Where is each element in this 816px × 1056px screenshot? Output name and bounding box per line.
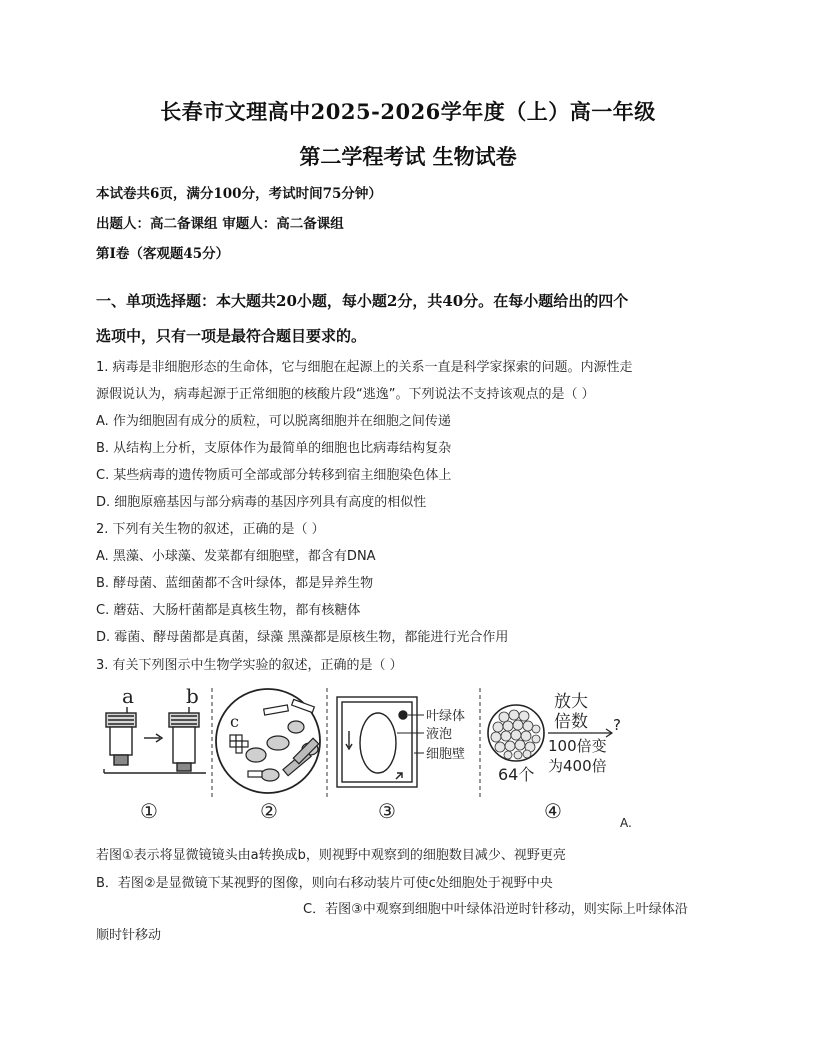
panel-1-objective-lenses [104,684,206,823]
question-1-option-d: D. 细胞原癌基因与部分病毒的基因序列具有高度的相似性 [96,495,427,510]
question-1-option-b: B. 从结构上分析，支原体作为最简单的细胞也比病毒结构复杂 [96,441,452,456]
question-1-option-a: A. 作为细胞固有成分的质粒，可以脱离细胞并在细胞之间传递 [96,414,451,429]
panel-2-number: ② [260,799,278,823]
question-3-figure [96,683,636,833]
question-1-option-c: C. 某些病毒的遗传物质可全部或部分转移到宿主细胞染色体上 [96,468,452,483]
question-3-option-c-continued: 顺时针移动 [96,928,162,943]
question-2-option-a: A. 黑藻、小球藻、发菜都有细胞壁，都含有DNA [96,549,376,564]
magnification-change-line1: 100倍变 [548,737,607,755]
magnification-label-line1: 放大 [554,692,588,712]
magnification-label-line2: 倍数 [554,712,588,732]
panel-4-magnification [488,692,621,823]
exam-part-heading: 第Ⅰ卷（客观题45分） [96,246,230,262]
question-1-stem-line2: 源假说认为，病毒起源于正常细胞的核酸片段“逃逸”。下列说法不支持该观点的是（ ） [96,387,595,402]
panel-2-microscope-view [216,689,320,823]
exam-info-pages: 本试卷共6页，满分100分，考试时间75分钟） [96,186,382,202]
question-2-option-c: C. 蘑菇、大肠杆菌都是真核生物，都有核糖体 [96,603,361,618]
lens-a-label: a [122,684,134,708]
magnification-change-line2: 为400倍 [548,757,607,775]
panel-4-number: ④ [544,799,562,823]
question-2-stem: 2. 下列有关生物的叙述，正确的是（ ） [96,522,325,537]
question-2-option-b: B. 酵母菌、蓝细菌都不含叶绿体，都是异养生物 [96,576,374,591]
question-3-option-b: B．若图②是显微镜下某视野的图像，则向右移动装片可使c处细胞处于视野中央 [96,876,553,891]
exam-title: 长春市文理高中2025-2026学年度（上）高一年级 [160,99,656,124]
section-heading-line1: 一、单项选择题：本大题共20小题，每小题2分，共40分。在每小题给出的四个 [96,292,629,310]
vacuole-label: 液泡 [426,727,453,742]
cell-count-label: 64个 [498,765,535,784]
panel-3-number: ③ [378,799,396,823]
question-3-option-a: 若图①表示将显微镜镜头由a转换成b，则视野中观察到的细胞数目减少、视野更亮 [96,848,566,863]
panel-3-plant-cell [337,697,465,823]
unknown-count-mark: ? [613,716,621,734]
question-2-option-d: D. 霉菌、酵母菌都是真菌，绿藻 黑藻都是原核生物，都能进行光合作用 [96,630,509,645]
exam-subtitle: 第二学程考试 生物试卷 [299,144,517,169]
question-3-stem: 3. 有关下列图示中生物学实验的叙述，正确的是（ ） [96,658,403,673]
cell-wall-label: 细胞壁 [426,747,466,762]
section-heading-line2: 选项中，只有一项是最符合题目要求的。 [96,327,367,345]
chloroplast-label: 叶绿体 [426,709,466,724]
question-3-option-c: C．若图③中观察到细胞中叶绿体沿逆时针移动，则实际上叶绿体沿 [303,902,688,917]
lens-b-label: b [186,684,199,708]
cell-c-label: c [230,712,239,731]
question-3-option-a-marker: A. [620,816,632,830]
panel-1-number: ① [140,799,158,823]
exam-info-authors: 出题人：高二备课组 审题人：高二备课组 [96,216,344,232]
question-1-stem-line1: 1. 病毒是非细胞形态的生命体，它与细胞在起源上的关系一直是科学家探索的问题。内源性走 [96,360,633,375]
